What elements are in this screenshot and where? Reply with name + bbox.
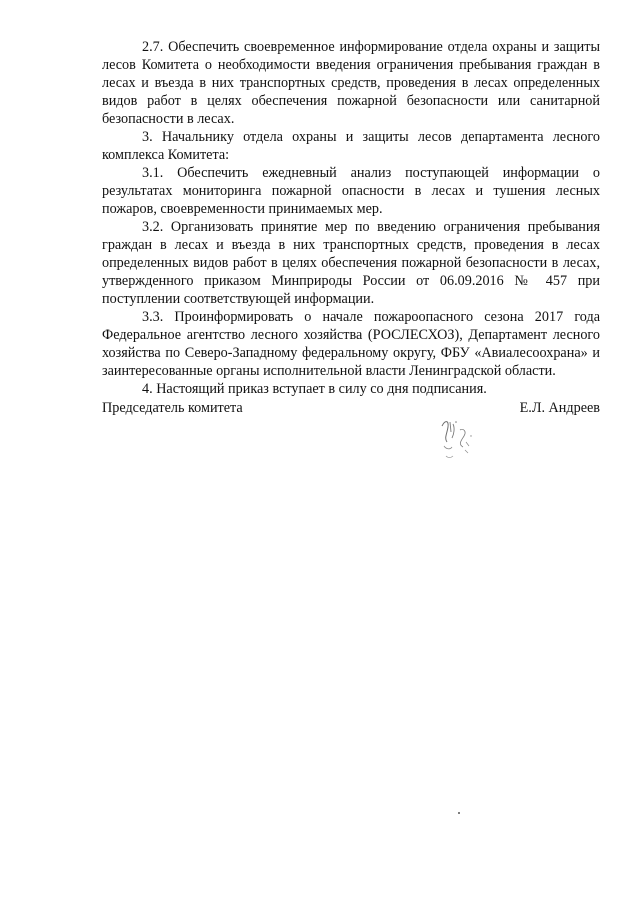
paragraph-4: 4. Настоящий приказ вступает в силу со дня подписания. [142,381,487,397]
paragraph-3-1: 3.1. Обеспечить ежедневный анализ поступающей информации о результатах мониторинга пожарной опасности в лесах и тушения лесных пожаров, своевременности принимаемых мер. [102,165,600,217]
paragraph-3: 3. Начальнику отдела охраны и защиты лесов департамента лесного комплекса Комитета: [102,129,600,163]
paragraph-2-7: 2.7. Обеспечить своевременное информирование отдела охраны и защиты лесов Комитета о необходимости введения ограничения пребывания граждан в лесах и въезда в них транспортных средств, проведения в лесах определенных видов работ в целях обеспечения пожарной безопасности или санитарной безопасности в лесах. [102,39,600,127]
document-body [102,38,600,398]
scan-speck [458,812,460,814]
paragraph-3-3: 3.3. Проинформировать о начале пожароопасного сезона 2017 года Федеральное агентство лесного хозяйства (РОСЛЕСХОЗ), Департамент лесного хозяйства по Северо-Западному федеральному округу, ФБУ «Авиалесоохрана» и заинтересованные органы исполнительной власти Ленинградской области. [102,309,600,379]
handwritten-signature-icon [436,416,478,464]
signatory-title: Председатель комитета [102,400,243,416]
paragraph-3-2: 3.2. Организовать принятие мер по введению ограничения пребывания граждан в лесах и въезда в них транспортных средств, проведения в лесах определенных видов работ в целях обеспечения пожарной безопасности в лесах, утвержденного приказом Минприроды России от 06.09.2016 № 457 при поступлении соответствующей информации. [102,219,600,307]
signature-block [102,399,600,419]
signatory-name: Е.Л. Андреев [519,400,600,416]
